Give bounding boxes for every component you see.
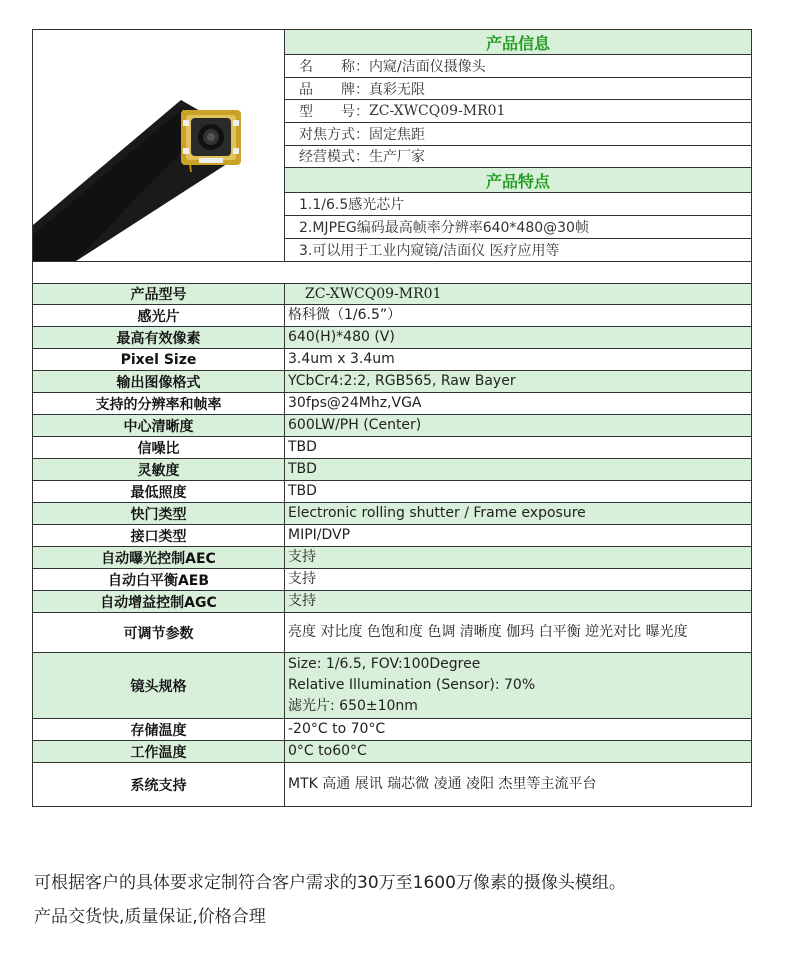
footer-line: 可根据客户的具体要求定制符合客户需求的30万至1600万像素的摄像头模组。 — [34, 873, 626, 893]
spec-value-line: TBD — [288, 483, 317, 499]
spec-value — [285, 305, 751, 326]
spec-row-shutter — [33, 503, 751, 525]
spec-value — [285, 569, 751, 590]
info-title: 产品信息 — [285, 30, 751, 55]
product-photo — [33, 30, 285, 261]
info-value: 固定焦距 — [369, 126, 425, 143]
spec-key: 支持的分辨率和帧率 — [33, 393, 285, 414]
info-row-name — [285, 55, 751, 78]
spec-value-line: Size: 1/6.5, FOV:100Degree — [288, 656, 481, 672]
info-label: 对焦方式： — [299, 126, 369, 143]
features-title: 产品特点 — [285, 168, 751, 193]
camera-module-image — [33, 30, 285, 261]
info-value: 生产厂家 — [369, 149, 425, 166]
spec-row-aeb — [33, 569, 751, 591]
spec-row-snr — [33, 437, 751, 459]
spec-value-line: 滤光片: 650±10nm — [288, 698, 418, 714]
product-info-block — [32, 29, 752, 262]
spec-row-sensitivity — [33, 459, 751, 481]
spec-row-sharpness — [33, 415, 751, 437]
spec-row-pixels — [33, 327, 751, 349]
info-row-business — [285, 146, 751, 169]
spec-value-line: 640(H)*480 (V) — [288, 329, 395, 345]
spec-row-aec — [33, 547, 751, 569]
spec-value — [285, 525, 751, 546]
spec-value — [285, 284, 751, 304]
spec-key: 镜头规格 — [33, 653, 285, 718]
spec-value — [285, 653, 751, 718]
spec-row-storage-temp — [33, 719, 751, 741]
footer-text — [34, 866, 784, 934]
spec-value — [285, 719, 751, 740]
info-row-brand — [285, 78, 751, 101]
spec-key: 接口类型 — [33, 525, 285, 546]
spec-value — [285, 547, 751, 568]
spec-value-line: ZC-XWCQ09-MR01 — [305, 285, 442, 302]
info-label: 品 牌： — [299, 81, 369, 98]
feature-item: 1.1/6.5感光芯片 — [285, 193, 751, 216]
spec-key: 输出图像格式 — [33, 371, 285, 392]
feature-item: 3.可以用于工业内窥镜/洁面仪 医疗应用等 — [285, 239, 751, 262]
spec-key: 最低照度 — [33, 481, 285, 502]
info-value: ZC-XWCQ09-MR01 — [369, 103, 506, 120]
spec-value — [285, 459, 751, 480]
spec-value — [285, 393, 751, 414]
info-value: 内窥/洁面仪摄像头 — [369, 59, 486, 76]
spec-row-min-illumination — [33, 481, 751, 503]
spec-key: 可调节参数 — [33, 613, 285, 652]
spec-value — [285, 371, 751, 392]
table-spacer — [32, 262, 752, 283]
spec-row-interface — [33, 525, 751, 547]
spec-row-work-temp — [33, 741, 751, 763]
spec-value-line: 600LW/PH (Center) — [288, 417, 422, 433]
spec-row-output-format — [33, 371, 751, 393]
spec-value-line: YCbCr4:2:2, RGB565, Raw Bayer — [288, 373, 516, 389]
spec-value-line: 支持 — [288, 549, 316, 565]
spec-key: 灵敏度 — [33, 459, 285, 480]
spec-value-line: MIPI/DVP — [288, 527, 351, 543]
spec-key: 自动白平衡AEB — [33, 569, 285, 590]
spec-row-sensor — [33, 305, 751, 327]
spec-value-line: 3.4um x 3.4um — [288, 351, 395, 367]
spec-value — [285, 415, 751, 436]
info-row-model — [285, 100, 751, 123]
spec-value-line: MTK 高通 展讯 瑞芯微 凌通 凌阳 杰里等主流平台 — [288, 776, 597, 792]
spec-value-line: 支持 — [288, 571, 316, 587]
info-label: 经营模式： — [299, 149, 369, 166]
spec-key: 中心清晰度 — [33, 415, 285, 436]
spec-value-line: 30fps@24Mhz,VGA — [288, 395, 422, 411]
spec-value — [285, 503, 751, 524]
spec-row-lens — [33, 653, 751, 719]
spec-key: 产品型号 — [33, 284, 285, 304]
spec-row-pixel-size — [33, 349, 751, 371]
spec-value — [285, 327, 751, 348]
spec-key: 自动增益控制AGC — [33, 591, 285, 612]
spec-value-line: TBD — [288, 439, 317, 455]
info-label: 型 号： — [299, 104, 369, 121]
info-row-focus — [285, 123, 751, 146]
spec-value — [285, 741, 751, 762]
spec-value-line: Electronic rolling shutter / Frame exposure — [288, 505, 586, 521]
spec-key: 工作温度 — [33, 741, 285, 762]
spec-value-line: 格科微（1/6.5”） — [288, 307, 402, 323]
spec-key: 快门类型 — [33, 503, 285, 524]
spec-key: 最高有效像素 — [33, 327, 285, 348]
spec-row-agc — [33, 591, 751, 613]
spec-key: 自动曝光控制AEC — [33, 547, 285, 568]
spec-value-line: TBD — [288, 461, 317, 477]
spec-value — [285, 437, 751, 458]
spec-value — [285, 481, 751, 502]
spec-value — [285, 349, 751, 370]
spec-key: 存储温度 — [33, 719, 285, 740]
feature-item: 2.MJPEG编码最高帧率分辨率640*480@30帧 — [285, 216, 751, 239]
spec-value-line: Relative Illumination (Sensor): 70% — [288, 677, 536, 693]
spec-row-platform — [33, 763, 751, 806]
spec-value — [285, 591, 751, 612]
spec-value — [285, 763, 751, 806]
spec-key: Pixel Size — [33, 349, 285, 370]
spec-value-line: 0°C to60°C — [288, 743, 367, 759]
spec-row-adjustable — [33, 613, 751, 653]
spec-key: 感光片 — [33, 305, 285, 326]
spec-value-line: 亮度 对比度 色饱和度 色调 清晰度 伽玛 白平衡 逆光对比 曝光度 — [288, 624, 688, 640]
spec-row-model — [33, 284, 751, 305]
info-panel — [285, 30, 751, 261]
info-label: 名 称： — [299, 59, 369, 76]
spec-key: 系统支持 — [33, 763, 285, 806]
footer-line: 产品交货快,质量保证,价格合理 — [34, 907, 266, 927]
spec-key: 信噪比 — [33, 437, 285, 458]
spec-row-resolution — [33, 393, 751, 415]
spec-value — [285, 613, 751, 652]
spec-value-line: -20°C to 70°C — [288, 721, 386, 737]
spec-value-line: 支持 — [288, 593, 316, 609]
info-value: 真彩无限 — [369, 81, 425, 98]
spec-table — [32, 283, 752, 807]
